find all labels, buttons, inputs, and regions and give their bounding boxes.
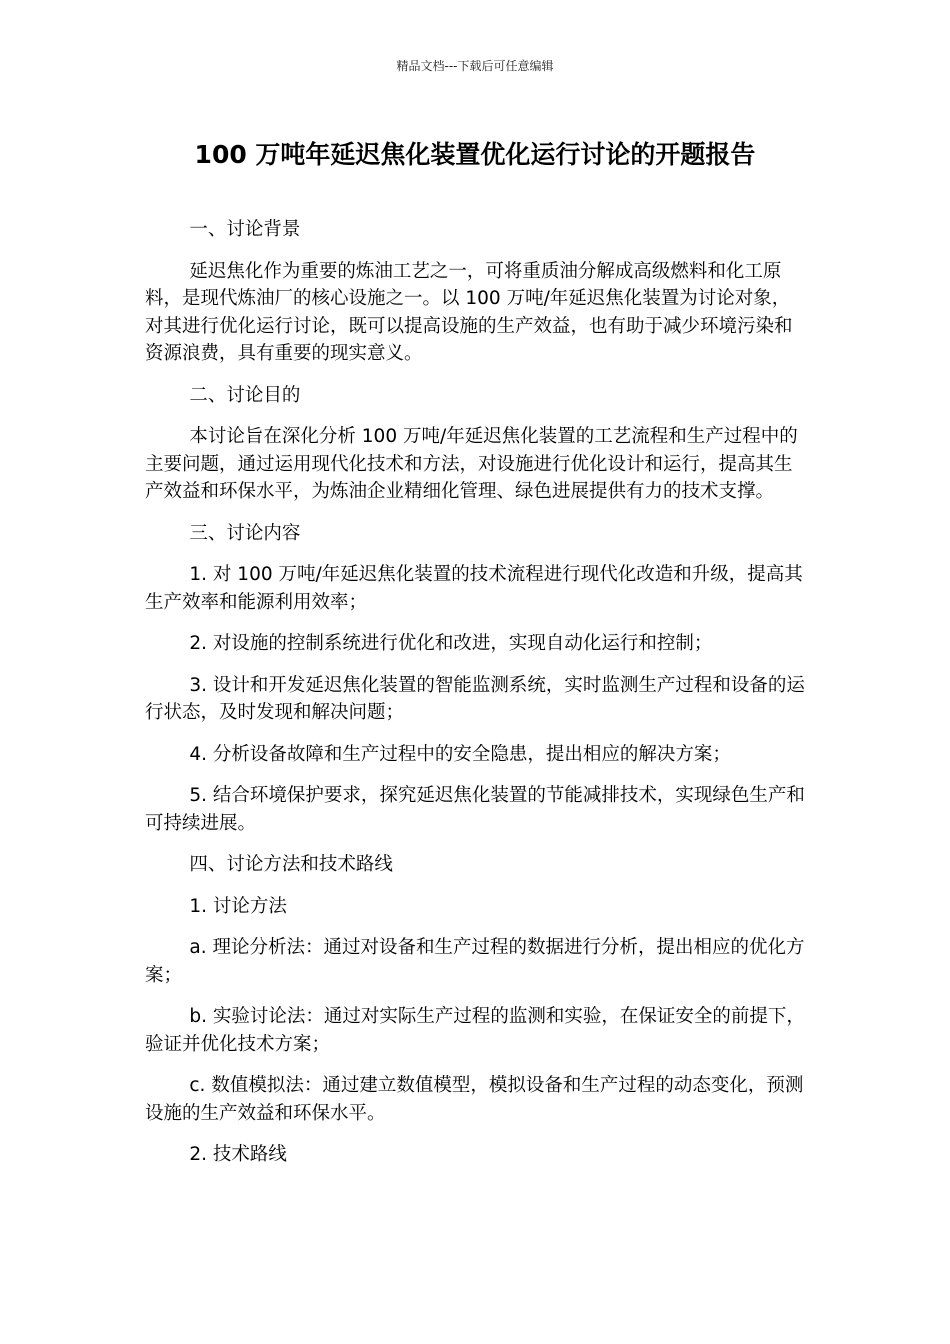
document-body [145, 216, 807, 1183]
section-heading: 二、讨论目的 [189, 384, 301, 406]
list-item: 3. 设计和开发延迟焦化装置的智能监测系统，实时监测生产过程和设备的运行状态，及时发现和解决问题； [145, 674, 805, 723]
list-item: c. 数值模拟法：通过建立数值模型，模拟设备和生产过程的动态变化，预测设施的生产效益和环保水平。 [145, 1075, 804, 1124]
paragraph: 延迟焦化作为重要的炼油工艺之一，可将重质油分解成高级燃料和化工原料，是现代炼油厂的核心设施之一。以 100 万吨/年延迟焦化装置为讨论对象，对其进行优化运行讨论，既可以提高设施的生产效益，也有助于减少环境污染和资源浪费，具有重要的现实意义。 [145, 260, 793, 364]
subsection-heading: 2. 技术路线 [189, 1144, 287, 1165]
paragraph: 本讨论旨在深化分析 100 万吨/年延迟焦化装置的工艺流程和生产过程中的主要问题，通过运用现代化技术和方法，对设施进行优化设计和运行，提高其生产效益和环保水平，为炼油企业精细化管理、绿色进展提供有力的技术支撑。 [145, 426, 798, 502]
list-item: 5. 结合环境保护要求，探究延迟焦化装置的节能减排技术，实现绿色生产和可持续进展。 [145, 785, 805, 834]
list-item: a. 理论分析法：通过对设备和生产过程的数据进行分析，提出相应的优化方案； [145, 937, 805, 986]
list-item: 4. 分析设备故障和生产过程中的安全隐患，提出相应的解决方案； [189, 743, 731, 765]
section-heading: 一、讨论背景 [189, 219, 301, 240]
subsection-heading: 1. 讨论方法 [189, 895, 287, 917]
document-title: 100 万吨年延迟焦化装置优化运行讨论的开题报告 [194, 140, 756, 169]
section-heading: 四、讨论方法和技术路线 [189, 854, 393, 875]
list-item: 1. 对 100 万吨/年延迟焦化装置的技术流程进行现代化改造和升级，提高其生产效率和能源利用效率； [145, 564, 803, 613]
list-item: b. 实验讨论法：通过对实际生产过程的监测和实验，在保证安全的前提下，验证并优化技术方案； [145, 1006, 805, 1055]
section-heading: 三、讨论内容 [189, 522, 301, 544]
header-note: 精品文档---下载后可任意编辑 [396, 59, 554, 73]
list-item: 2. 对设施的控制系统进行优化和改进，实现自动化运行和控制； [189, 633, 713, 654]
